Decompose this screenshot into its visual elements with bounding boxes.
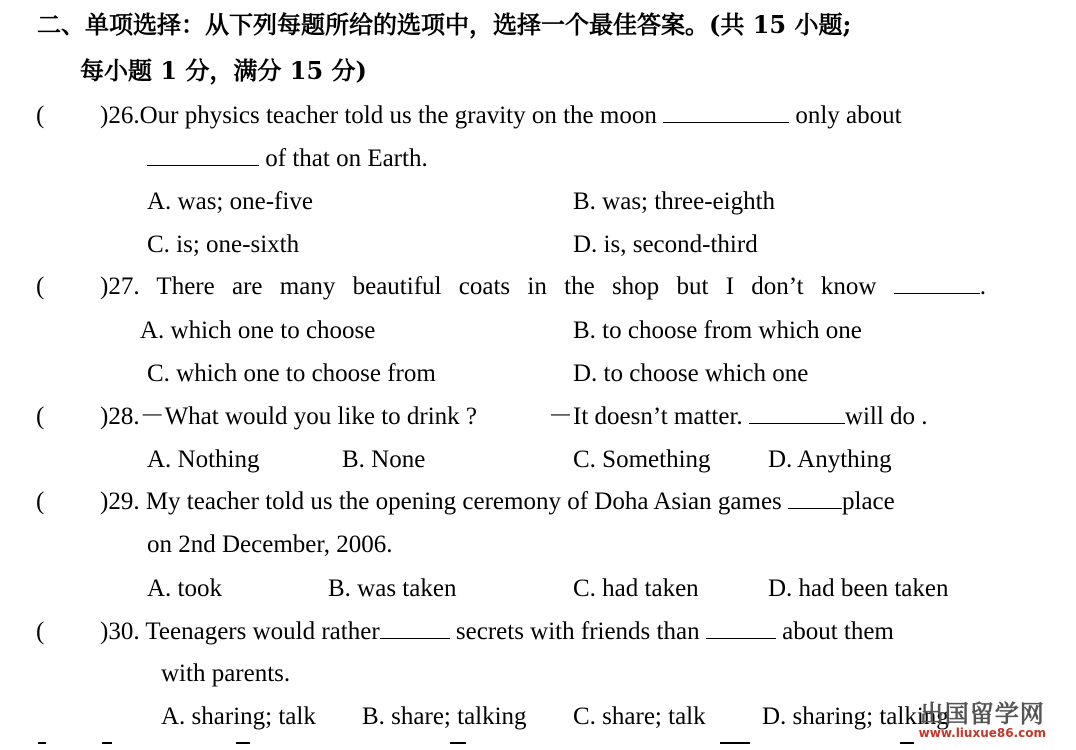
q28-line1-right [548, 402, 928, 432]
q26-line2 [147, 144, 428, 174]
answer-paren-29: ( [36, 488, 45, 515]
answer-paren-27: ( [36, 273, 45, 300]
q28-option-a: A. Nothing [147, 446, 260, 473]
q28-option-c: C. Something [573, 446, 711, 473]
q28-text-c: －It doesn’t matter. [548, 403, 743, 430]
q27-text-b: . [979, 273, 987, 300]
q27-text-a: There are many beautiful coats in the shop but I don’t know [156, 273, 877, 300]
q30-option-c: C. share; talk [573, 703, 706, 730]
q28-option-d: D. Anything [768, 446, 892, 473]
q28-text-a: －What would you like to drink ? [139, 403, 478, 430]
q28-text-b: will do . [844, 403, 928, 430]
q26-option-d: D. is, second-third [573, 231, 758, 258]
q30-text-b: about them [782, 618, 894, 645]
next-line-fragment [0, 742, 1076, 750]
q26-text-a: Our physics teacher told us the gravity on the moon [139, 102, 657, 129]
q26-option-a: A. was; one-five [147, 188, 313, 215]
q29-option-a: A. took [147, 575, 222, 602]
q26-line1 [100, 101, 902, 131]
q30-option-b: B. share; talking [362, 703, 527, 730]
q30-blank-1 [380, 637, 450, 639]
q28-number: )28. [100, 403, 140, 430]
section-title-line1: 二、单项选择：从下列每题所给的选项中，选择一个最佳答案。(共 15 小题; [37, 10, 852, 39]
q30-text-a: Teenagers would rather [145, 618, 380, 645]
q29-option-d: D. had been taken [768, 575, 949, 602]
q30-number: )30. [100, 618, 140, 645]
q29-text-b: place [842, 488, 895, 515]
q30-option-a: A. sharing; talk [161, 703, 316, 730]
watermark-url: www.liuxue86.com [918, 726, 1046, 740]
q26-text-b: only about [795, 102, 902, 129]
q29-option-c: C. had taken [573, 575, 699, 602]
q27-number: )27. [100, 273, 140, 300]
q26-option-c: C. is; one-sixth [147, 231, 300, 258]
q28-blank [749, 422, 845, 424]
q29-number: )29. [100, 488, 140, 515]
q27-option-b: B. to choose from which one [573, 317, 862, 344]
watermark-text: 出国留学网 [919, 700, 1045, 728]
q29-line2: on 2nd December, 2006. [147, 531, 393, 558]
answer-paren-26: ( [36, 102, 45, 129]
q30-blank-2 [706, 637, 776, 639]
q30-line2: with parents. [161, 660, 291, 687]
q27-option-c: C. which one to choose from [147, 360, 436, 387]
q28-option-b: B. None [342, 446, 426, 473]
q26-number: )26. [100, 102, 140, 129]
answer-paren-30: ( [36, 618, 45, 645]
q29-blank [788, 507, 842, 509]
site-watermark [919, 702, 1046, 740]
q26-blank-1 [663, 121, 789, 123]
q27-option-d: D. to choose which one [573, 360, 809, 387]
q29-line1 [100, 487, 895, 517]
q27-blank [894, 292, 980, 294]
answer-paren-28: ( [36, 403, 45, 430]
q27-option-a: A. which one to choose [140, 317, 376, 344]
q29-text-a: My teacher told us the opening ceremony of Doha Asian games [145, 488, 782, 515]
q30-text-c: secrets with friends than [455, 618, 700, 645]
q26-blank-2 [147, 164, 259, 166]
q28-line1 [100, 402, 477, 432]
q26-option-b: B. was; three-eighth [573, 188, 776, 215]
q26-text-c: of that on Earth. [265, 145, 428, 172]
q29-option-b: B. was taken [328, 575, 457, 602]
q30-option-d: D. sharing; talking [762, 703, 949, 730]
section-title-line2: 每小题 1 分，满分 15 分) [80, 56, 367, 85]
q30-line1 [100, 617, 894, 647]
q27-line1 [100, 272, 986, 302]
